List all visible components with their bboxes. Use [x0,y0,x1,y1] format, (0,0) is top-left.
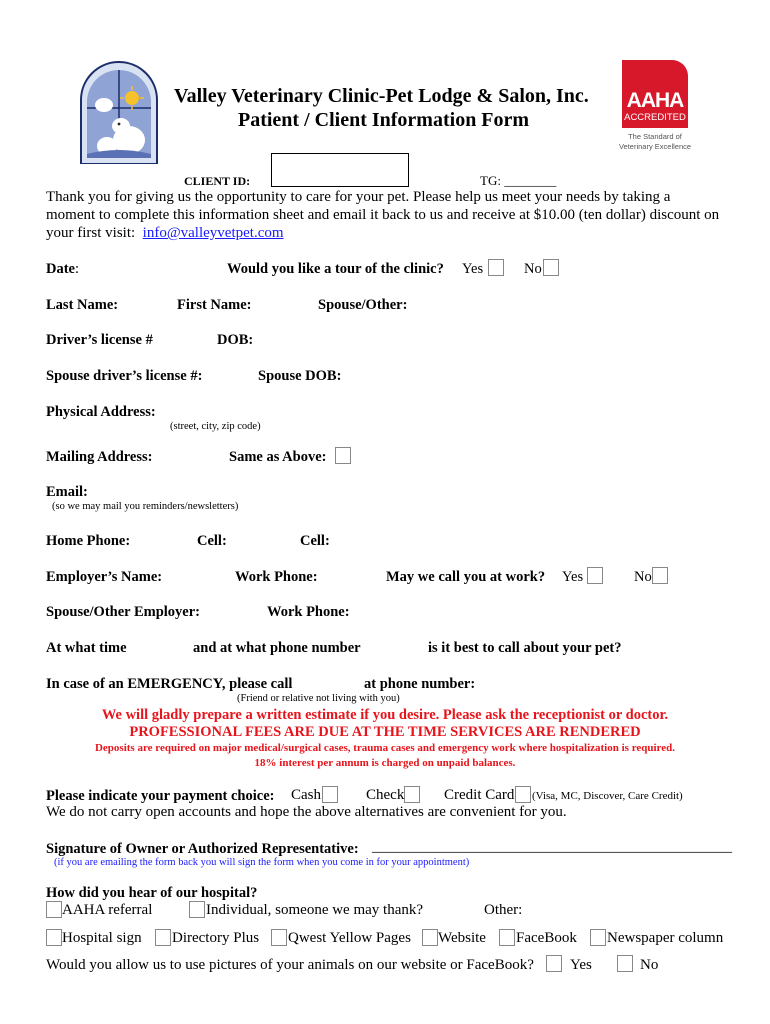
clinic-logo [79,60,159,164]
aaha-logo-tagline-2: Veterinary Excellence [618,142,692,151]
pictures-no-checkbox[interactable] [617,955,633,972]
emergency-phone-label: at phone number: [364,676,476,692]
signature-label: Signature of Owner or Authorized Representative: [46,841,359,857]
physical-address-label: Physical Address: [46,404,156,420]
employer-name-label: Employer’s Name: [46,569,163,585]
client-id-field[interactable] [271,153,409,187]
form-title-clinic: Valley Veterinary Clinic-Pet Lodge & Salon, Inc. [174,85,589,107]
work-phone-label: Work Phone: [235,569,318,585]
address-hint: (street, city, zip code) [170,421,261,432]
deposits-notice: Deposits are required on major medical/surgical cases, trauma cases and emergency work where hospitalization is required. [94,742,675,754]
referral-directory-checkbox[interactable] [155,929,171,946]
intro-line-3-text: your first visit: [46,225,143,241]
same-as-above-label: Same as Above: [229,449,327,465]
payment-note: We do not carry open accounts and hope the above alternatives are convenient for you. [46,804,567,820]
best-number-label: and at what phone number [193,640,361,656]
best-call-label: is it best to call about your pet? [428,640,622,656]
spouse-other-label: Spouse/Other: [318,297,408,313]
intro-line-1: Thank you for giving us the opportunity to care for your pet. Please help us meet your needs by taking a [46,189,671,205]
fees-notice: PROFESSIONAL FEES ARE DUE AT THE TIME SERVICES ARE RENDERED [129,724,641,740]
pictures-yes-checkbox[interactable] [546,955,562,972]
tour-no-label: No [524,261,542,277]
client-id-label: CLIENT ID: [184,174,251,188]
last-name-label: Last Name: [46,297,119,313]
payment-cash-label: Cash [291,787,321,803]
first-name-label: First Name: [177,297,252,313]
date-label-text: Date [46,261,75,277]
payment-label: Please indicate your payment choice: [46,788,275,804]
intro-line-3 [46,225,284,242]
pictures-no-label: No [640,957,659,973]
pictures-yes-label: Yes [570,957,592,973]
signature-line[interactable]: ________________________________________________ [372,839,732,855]
referral-facebook-label: FaceBook [516,930,577,946]
payment-credit-hint: (Visa, MC, Discover, Care Credit) [532,790,683,802]
date-label [46,261,79,278]
emergency-hint: (Friend or relative not living with you) [237,693,400,704]
referral-newspaper-checkbox[interactable] [590,929,606,946]
referral-individual-checkbox[interactable] [189,901,205,918]
spouse-dob-label: Spouse DOB: [258,368,342,384]
signature-hint: (if you are emailing the form back you will sign the form when you come in for your appointment) [54,857,470,868]
home-phone-label: Home Phone: [46,533,131,549]
dob-label: DOB: [217,332,254,348]
referral-question: How did you hear of our hospital? [46,885,258,901]
cell-label-2: Cell: [300,533,330,549]
estimate-notice: We will gladly prepare a written estimate if you desire. Please ask the receptionist or doctor. [101,707,669,723]
referral-hospital-sign-checkbox[interactable] [46,929,62,946]
payment-check-label: Check [366,787,405,803]
work-no-label: No [634,569,652,585]
mailing-address-label: Mailing Address: [46,449,153,465]
payment-credit-checkbox[interactable] [515,786,531,803]
work-yes-checkbox[interactable] [587,567,603,584]
cell-label-1: Cell: [197,533,227,549]
aaha-logo-accredited: ACCREDITED [624,112,686,123]
referral-hospital-sign-label: Hospital sign [62,930,142,946]
payment-check-checkbox[interactable] [404,786,420,803]
aaha-logo-mark: AAHA [626,89,684,112]
spouse-license-label: Spouse driver’s license #: [46,368,203,384]
spouse-employer-label: Spouse/Other Employer: [46,604,200,620]
aaha-accredited-logo [618,60,692,156]
email-label: Email: [46,484,88,500]
interest-notice: 18% interest per annum is charged on unpaid balances. [254,757,516,769]
referral-yellow-pages-checkbox[interactable] [271,929,287,946]
pictures-question: Would you allow us to use pictures of your animals on our website or FaceBook? [46,957,534,973]
tg-label: TG: ________ [480,173,557,188]
emergency-label: In case of an EMERGENCY, please call [46,676,293,692]
referral-individual-label: Individual, someone we may thank? [206,902,424,918]
referral-website-label: Website [438,930,486,946]
referral-newspaper-label: Newspaper column [607,930,724,946]
referral-other-label: Other: [484,902,523,918]
referral-aaha-checkbox[interactable] [46,901,62,918]
email-hint: (so we may mail you reminders/newsletters) [52,501,239,512]
spouse-work-phone-label: Work Phone: [267,604,350,620]
tour-yes-label: Yes [462,261,484,277]
payment-cash-checkbox[interactable] [322,786,338,803]
payment-credit-label: Credit Card [444,787,515,803]
work-yes-label: Yes [562,569,584,585]
email-link[interactable]: info@valleyvetpet.com [142,225,284,241]
date-label-colon: : [75,261,80,277]
aaha-logo-tagline-1: The Standard of [628,132,682,141]
tour-yes-checkbox[interactable] [488,259,504,276]
work-no-checkbox[interactable] [652,567,668,584]
referral-aaha-label: AAHA referral [62,902,153,918]
referral-directory-label: Directory Plus [172,930,260,946]
tour-no-checkbox[interactable] [543,259,559,276]
drivers-license-label: Driver’s license # [46,332,153,348]
intro-line-2: moment to complete this information sheet and email it back to us and receive at $10.00 (ten dollar) discount on [46,207,720,223]
best-time-label: At what time [46,640,127,656]
same-as-above-checkbox[interactable] [335,447,351,464]
form-title: Patient / Client Information Form [238,109,530,131]
call-at-work-question: May we call you at work? [386,569,546,585]
referral-website-checkbox[interactable] [422,929,438,946]
tour-question: Would you like a tour of the clinic? [227,261,444,277]
referral-facebook-checkbox[interactable] [499,929,515,946]
referral-yellow-pages-label: Qwest Yellow Pages [288,930,411,946]
